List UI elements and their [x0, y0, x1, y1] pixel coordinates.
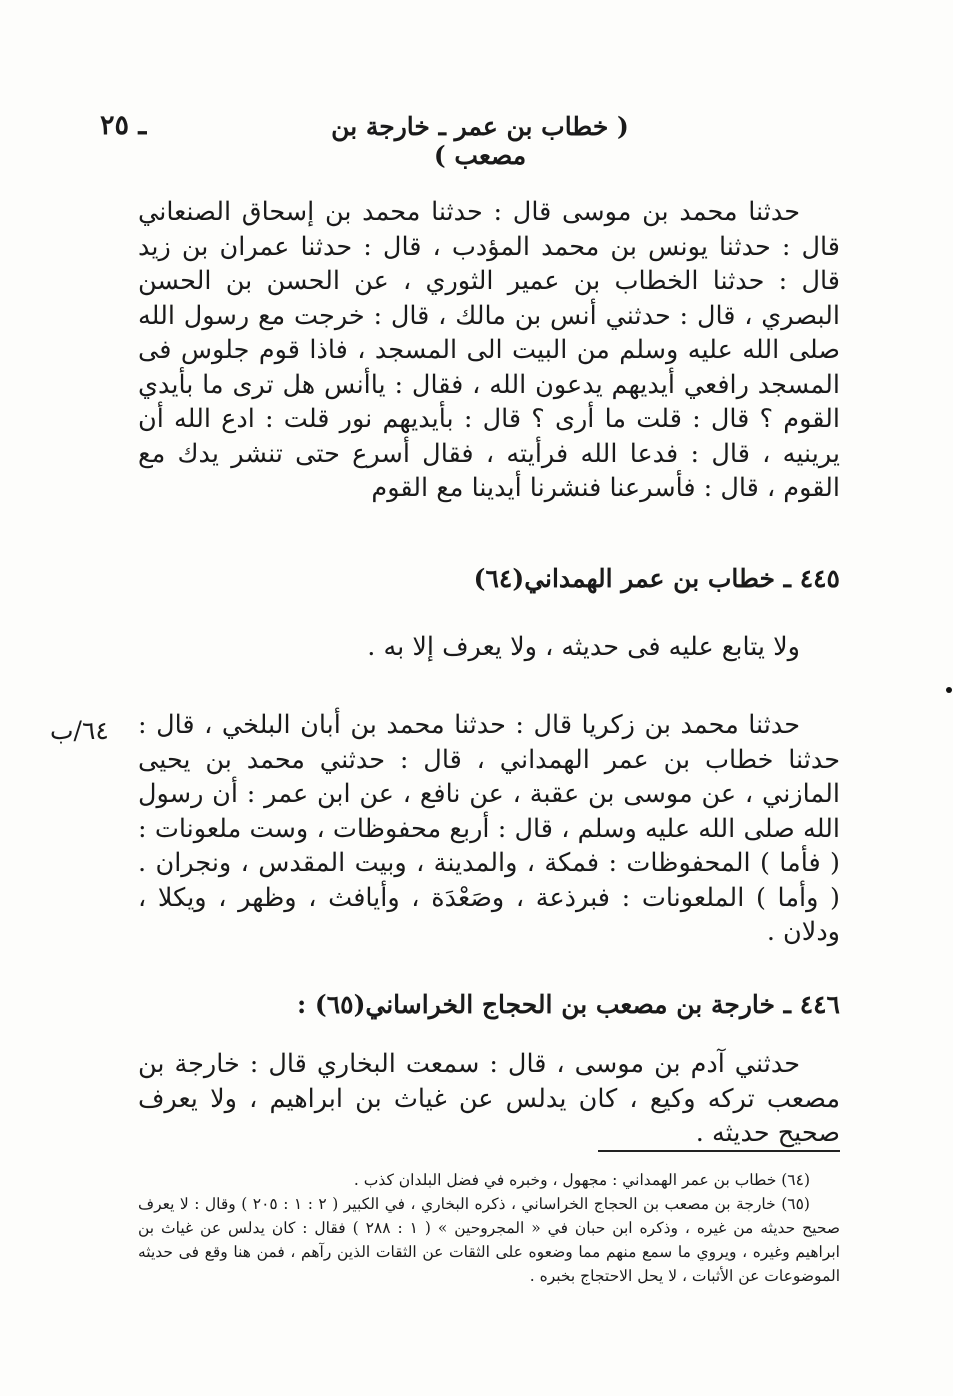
paragraph-text: حدثنا محمد بن زكريا قال : حدثنا محمد بن أبان البلخي ، قال : حدثنا خطاب بن عمر الهمداني ، قال : حدثني محمد بن يحيى المازني ، عن موسى بن عقبة ، عن نافع ، عن ابن عمر : أن رسول الله صلى الله عليه وسلم ، قال : أربع محفوظات ، وست ملعونات : ( فأما ) المحفوظات : فمكة ، والمدينة ، وبيت المقدس ، ونجران . ( وأما ) الملعونات : فبرذعة ، وصَعْدَة ، وأيافث ، وظهر ، ويكلا ، ودلان . [138, 710, 840, 947]
paragraph-text: حدثني آدم بن موسى ، قال : سمعت البخاري قال : خارجة بن مصعب تركه وكيع ، كان يدلس عن غياث بن ابراهيم ، ولا يعرف صحيح حديثه . [138, 1049, 840, 1148]
paragraph-text: ولا يتابع عليه فى حديثه ، ولا يعرف إلا به . [367, 632, 800, 662]
entry-heading-446: ٤٤٦ ـ خارجة بن مصعب بن الحجاج الخراساني(٦٥) : [296, 990, 840, 1019]
footnote-64: (٦٤) خطاب بن عمر الهمداني : مجهول ، وخبره في فضل البلدان كذب . [353, 1171, 810, 1189]
paragraph-text: حدثنا محمد بن موسى قال : حدثنا محمد بن إسحاق الصنعاني قال : حدثنا يونس بن محمد المؤدب ، قال : حدثنا عمران بن زيد قال : حدثنا الخطاب بن عمير الثوري ، عن الحسن بن الحسن البصري ، قال : حدثني أنس بن مالك ، قال : خرجت مع رسول الله صلى الله عليه وسلم من البيت الى المسجد ، فاذا قوم جلوس فى المسجد رافعي أيديهم يدعون الله ، فقال : ياأنس هل ترى ما بأيدي القوم ؟ قال : قلت ما أرى ؟ قال : بأيديهم نور قلت : ادع الله أن يرينيه ، قال : فدعا الله فرأيته ، فقال أسرع حتى تنشر يدك مع القوم ، قال : فأسرعنا فنشرنا أيدينا مع القوم [138, 197, 840, 503]
page-number: ـ ٢٥ [100, 110, 147, 141]
entry-heading-445: ٤٤٥ ـ خطاب بن عمر الهمداني(٦٤) [473, 564, 840, 593]
paragraph-narration-2 [138, 708, 840, 950]
manuscript-folio-note: ٦٤/ب [50, 716, 109, 745]
paragraph-entry-445-note [138, 630, 840, 665]
footnote-65: (٦٥) خارجة بن مصعب بن الحجاج الخراساني ، ذكره البخاري ، في الكبير ( ٢ : ١ : ٢٠٥ ) وقال : لا يعرف صحيح حديثه من غيره ، وذكره ابن حبان في « المجروحين » ( ١ : ٢٨٨ ) فقال : كان يدلس عن غياث بن ابراهيم وغيره ، ويروي ما سمع منهم مما وضعوه على الثقات عن الثقات الذين رآهم ، فمن هنا وقع فى حديثه الموضوعات عن الأثبات ، لا يحل الاحتجاج بخبره . [138, 1195, 841, 1285]
footnotes [138, 1168, 840, 1288]
paragraph-narration-1 [138, 195, 840, 506]
footnote-divider [598, 1150, 840, 1152]
paragraph-narration-3 [138, 1047, 840, 1151]
running-header-title: ( خطاب بن عمر ـ خارجة بن مصعب ) [331, 112, 629, 170]
page-mark-dot [946, 687, 952, 693]
